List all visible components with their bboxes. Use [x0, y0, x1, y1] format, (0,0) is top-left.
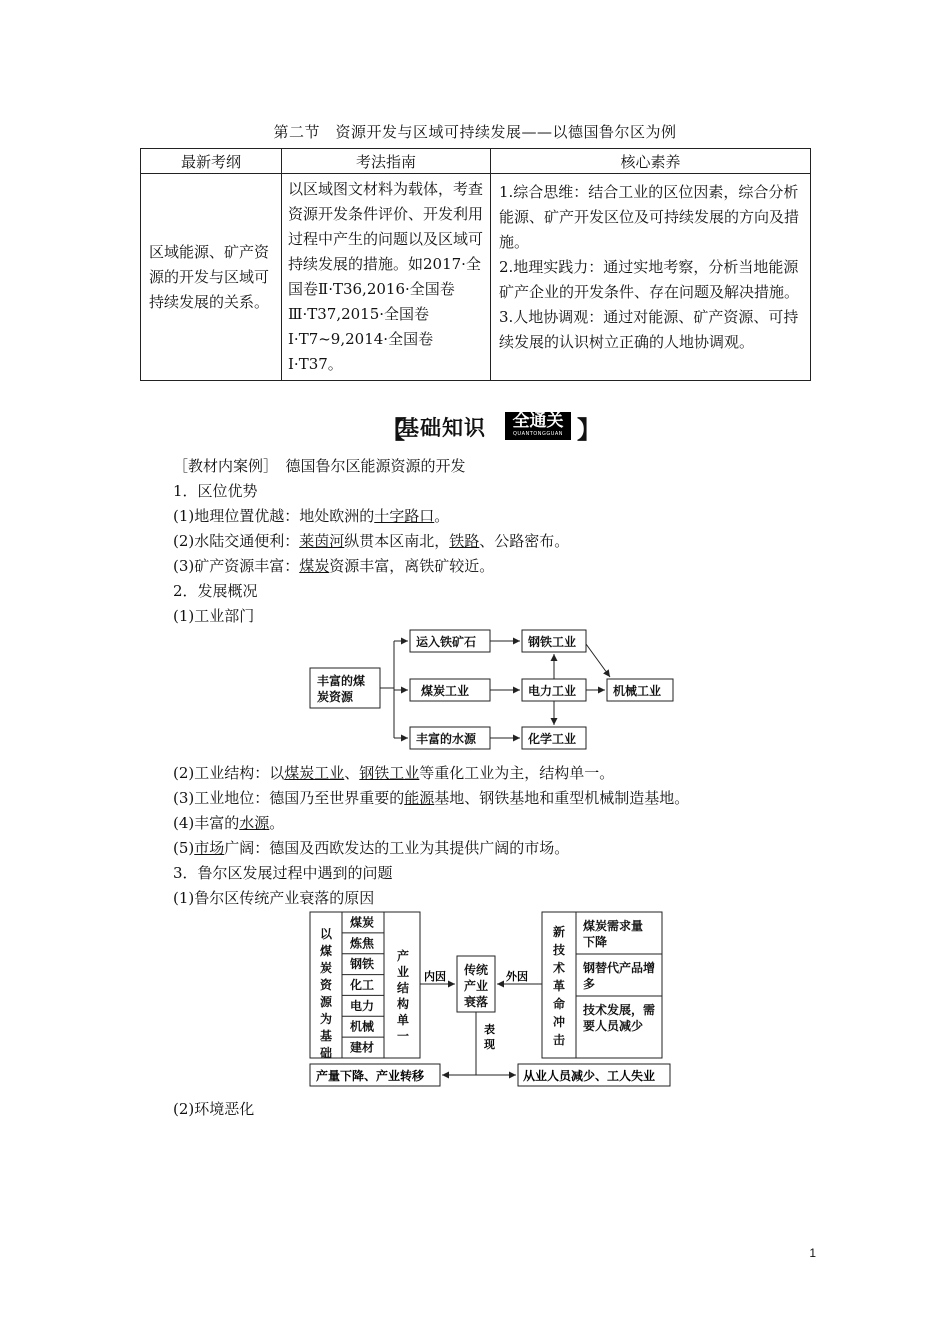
banner-bracket-left: 【: [381, 416, 405, 444]
text-line: (1)工业部门: [173, 607, 255, 625]
text-line: (1)鲁尔区传统产业衰落的原因: [173, 889, 375, 907]
page-number: 1: [809, 1246, 816, 1260]
header-table: [140, 148, 811, 381]
tech-item-line: 下降: [583, 935, 608, 949]
table-header-outline: 最新考纲: [141, 149, 282, 174]
table-header-literacy: 核心素养: [491, 149, 811, 174]
text-line: (1)地理位置优越：地处欧洲的十字路口。: [173, 507, 450, 525]
table-cell-outline: 区域能源、矿产资源的开发与区域可持续发展的关系。: [141, 174, 282, 381]
base-label-char: 基: [320, 1029, 333, 1043]
section-banner: [381, 410, 601, 444]
literacy-item: 2.地理实践力：通过实地考察，分析当地能源矿产企业的开发条件、存在问题及解决措施。: [499, 258, 800, 301]
tech-item-line: 技术发展，需: [583, 1003, 656, 1017]
literacy-item: 3.人地协调观：通过对能源、矿产资源、可持续发展的认识树立正确的人地协调观。: [499, 308, 799, 351]
tech-label-char: 技: [553, 943, 566, 957]
tech-label-char: 新: [553, 925, 566, 939]
banner-badge: [505, 412, 571, 440]
tech-label-char: 冲: [553, 1015, 566, 1029]
base-label-char: 炭: [320, 961, 333, 975]
text-line: (2)环境恶化: [173, 1100, 255, 1118]
show-label-2: 现: [484, 1038, 495, 1051]
industry-item: 机械: [350, 1019, 375, 1034]
banner-badge-text: 全通关: [512, 411, 564, 431]
table-cell-literacy: [491, 174, 811, 381]
tech-item-line: 要人员减少: [583, 1019, 644, 1033]
text-line: (4)丰富的水源。: [173, 814, 285, 832]
tech-label-char: 革: [553, 979, 566, 993]
heading-problems: 3．鲁尔区发展过程中遇到的问题: [173, 864, 393, 882]
structure-label-char: 产: [397, 949, 410, 963]
base-label-char: 础: [320, 1046, 333, 1060]
inner-cause-label: 内因: [424, 970, 446, 983]
node-label: 运入铁矿石: [416, 635, 477, 649]
banner-badge-subtext: QUANTONGGUAN: [512, 431, 564, 437]
table-header-guide: 考法指南: [282, 149, 491, 174]
base-label-char: 以: [320, 927, 333, 941]
text-line: (5)市场广阔：德国及西欧发达的工业为其提供广阔的市场。: [173, 839, 570, 857]
industry-item: 建材: [350, 1040, 375, 1055]
text-line: (2)水陆交通便利：莱茵河纵贯本区南北，铁路、公路密布。: [173, 532, 570, 550]
literacy-item: 1.综合思维：结合工业的区位因素，综合分析能源、矿产开发区位及可持续发展的方向及措施。: [499, 183, 800, 251]
base-label-char: 为: [320, 1012, 333, 1026]
structure-label-char: 业: [397, 965, 410, 979]
node-label: 钢铁工业: [528, 635, 577, 649]
tech-item-line: 钢替代产品增: [583, 961, 656, 975]
structure-label-char: 构: [397, 997, 410, 1011]
center-label-line: 传统: [464, 963, 489, 977]
base-label-char: 资: [320, 978, 333, 992]
text-line: (3)工业地位：德国乃至世界重要的能源基地、钢铁基地和重型机械制造基地。: [173, 789, 690, 807]
outer-cause-label: 外因: [506, 970, 528, 983]
base-label-char: 煤: [320, 944, 333, 958]
result-left-label: 产量下降、产业转移: [316, 1069, 425, 1083]
text-line: (3)矿产资源丰富：煤炭资源丰富，离铁矿较近。: [173, 557, 495, 575]
node-label: 化学工业: [528, 732, 577, 746]
node-label: 煤炭工业: [421, 684, 470, 698]
industry-flow-diagram: [300, 626, 680, 756]
heading-location: 1．区位优势: [173, 482, 258, 500]
node-label: 电力工业: [528, 684, 577, 698]
industry-item: 煤炭: [350, 915, 375, 930]
case-heading: ［教材内案例］ 德国鲁尔区能源资源的开发: [173, 457, 466, 475]
structure-label-char: 一: [397, 1029, 410, 1043]
banner-bracket-right: 】: [577, 416, 601, 444]
node-label-line2: 炭资源: [317, 690, 354, 704]
result-right-label: 从业人员减少、工人失业: [523, 1069, 656, 1083]
heading-development: 2．发展概况: [173, 582, 258, 600]
industry-item: 化工: [350, 978, 375, 992]
center-label-line: 衰落: [464, 995, 489, 1009]
industry-item: 钢铁: [350, 957, 375, 972]
banner-text: 基础知识: [398, 416, 486, 440]
tech-label-char: 命: [553, 997, 566, 1011]
structure-label-char: 单: [397, 1013, 410, 1027]
node-label: 丰富的水源: [416, 732, 477, 746]
industry-item: 炼焦: [350, 936, 375, 951]
center-label-line: 产业: [464, 979, 489, 993]
decline-cause-diagram: [300, 908, 680, 1093]
structure-label-char: 结: [397, 981, 410, 995]
node-label: 机械工业: [613, 684, 662, 698]
table-cell-guide: 以区域图文材料为载体，考查资源开发条件评价、开发利用过程中产生的问题以及区域可持续发展的措施。如2017·全国卷Ⅱ·T36,2016·全国卷Ⅲ·T37,2015·全国卷Ⅰ·T7~9,2014·全国卷Ⅰ·T37。: [282, 174, 491, 381]
tech-item-line: 煤炭需求量: [583, 919, 644, 933]
text-line: (2)工业结构：以煤炭工业、钢铁工业等重化工业为主，结构单一。: [173, 764, 615, 782]
page-title: 第二节 资源开发与区域可持续发展——以德国鲁尔区为例: [273, 123, 677, 141]
industry-item: 电力: [350, 998, 375, 1013]
tech-label-char: 击: [553, 1033, 566, 1047]
node-label: 丰富的煤: [317, 674, 366, 688]
tech-item-line: 多: [583, 977, 596, 991]
tech-label-char: 术: [553, 961, 566, 975]
base-label-char: 源: [320, 995, 333, 1009]
show-label-1: 表: [484, 1023, 495, 1036]
